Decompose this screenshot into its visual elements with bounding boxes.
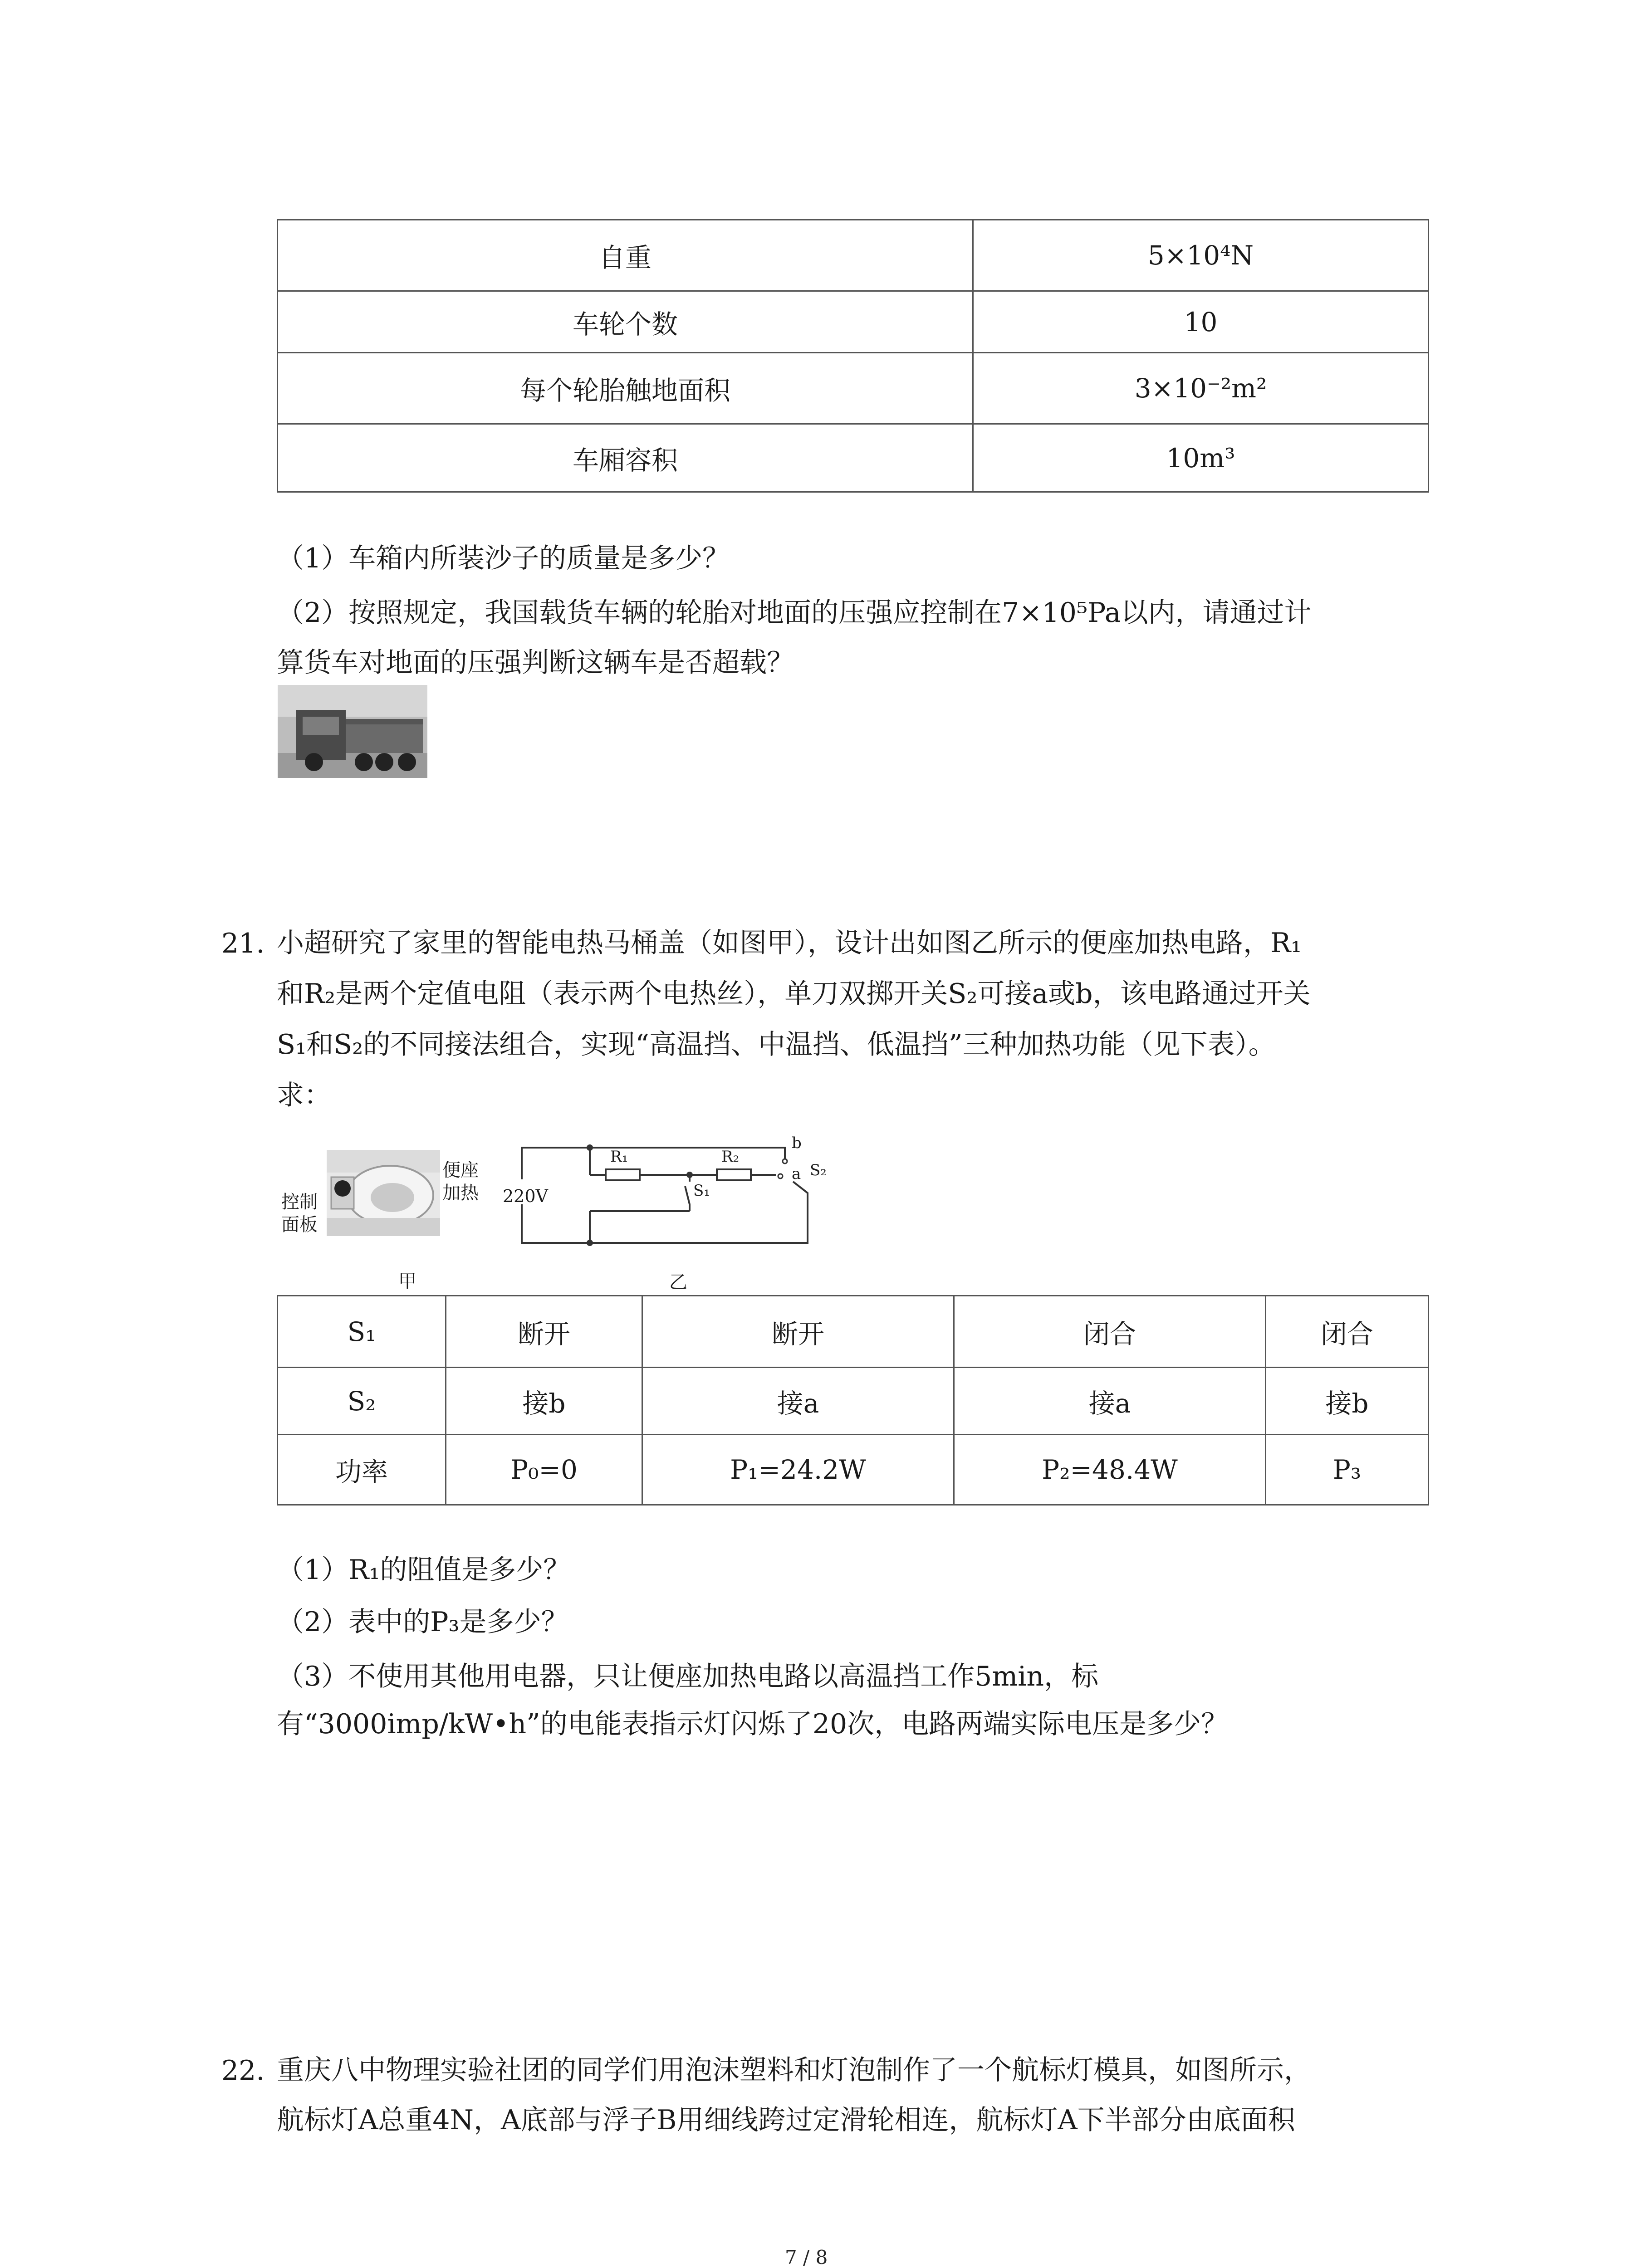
- label-r2: R₂: [721, 1148, 740, 1166]
- cell: 断开: [642, 1296, 954, 1368]
- spec-label: 车厢容积: [278, 424, 973, 492]
- label-b: b: [792, 1134, 802, 1152]
- label-s2: S₂: [810, 1161, 827, 1179]
- heating-mode-table: [277, 1295, 1429, 1505]
- label-s1: S₁: [693, 1182, 710, 1200]
- q20-sub1: （1）车箱内所装沙子的质量是多少？: [277, 543, 730, 574]
- spec-value: 3×10⁻²m²: [973, 353, 1429, 424]
- q22-number: 22.: [221, 2055, 265, 2087]
- caption-jia: 甲: [398, 1271, 416, 1292]
- spec-value: 5×10⁴N: [973, 220, 1429, 291]
- spec-label: 每个轮胎触地面积: [278, 353, 973, 424]
- spec-value: 10: [973, 291, 1429, 353]
- q21-line4: 求：: [277, 1080, 331, 1111]
- label-control: 控制: [281, 1192, 318, 1212]
- label-panel: 面板: [281, 1214, 318, 1235]
- q21-line2: 和R₂是两个定值电阻（表示两个电热丝），单刀双掷开关S₂可接a或b，该电路通过开关: [277, 978, 1311, 1010]
- vehicle-spec-table: [277, 219, 1429, 493]
- cell: 闭合: [1266, 1296, 1429, 1368]
- spec-value: 10m³: [973, 424, 1429, 492]
- q21-sub3-line1: （3）不使用其他用电器，只让便座加热电路以高温挡工作5min，标: [277, 1661, 1099, 1692]
- q22-line2: 航标灯A总重4N，A底部与浮子B用细线跨过定滑轮相连，航标灯A下半部分由底面积: [277, 2104, 1295, 2136]
- label-a: a: [792, 1165, 801, 1183]
- label-seat: 便座: [442, 1160, 479, 1181]
- q22-line1: 重庆八中物理实验社团的同学们用泡沫塑料和灯泡制作了一个航标灯模具，如图所示，: [277, 2054, 1311, 2086]
- label-r1: R₁: [610, 1148, 628, 1166]
- q21-number: 21.: [221, 928, 265, 959]
- cell: P₁=24.2W: [642, 1435, 954, 1505]
- spec-label: 车轮个数: [278, 291, 973, 353]
- cell: 接b: [446, 1368, 642, 1435]
- page-number: 7 / 8: [785, 2246, 828, 2268]
- label-220v: 220V: [503, 1186, 548, 1206]
- cell: 闭合: [954, 1296, 1266, 1368]
- cell: 接a: [954, 1368, 1266, 1435]
- q21-sub2: （2）表中的P₃是多少？: [277, 1606, 568, 1638]
- cell: 接a: [642, 1368, 954, 1435]
- q21-line1: 小超研究了家里的智能电热马桶盖（如图甲），设计出如图乙所示的便座加热电路，R₁: [277, 927, 1302, 959]
- heating-circuit-diagram: [508, 1136, 817, 1272]
- q21-sub3-line2: 有“3000imp/kW•h”的电能表指示灯闪烁了20次，电路两端实际电压是多少？: [277, 1708, 1229, 1740]
- cell: S₂: [278, 1368, 446, 1435]
- cell: P₂=48.4W: [954, 1435, 1266, 1505]
- label-heat: 加热: [442, 1183, 479, 1203]
- truck-photo: [278, 685, 427, 778]
- cell: 功率: [278, 1435, 446, 1505]
- q21-sub1: （1）R₁的阻值是多少？: [277, 1554, 571, 1586]
- q21-line3: S₁和S₂的不同接法组合，实现“高温挡、中温挡、低温挡”三种加热功能（见下表）。: [277, 1029, 1276, 1061]
- q20-sub2-line1: （2）按照规定，我国载货车辆的轮胎对地面的压强应控制在7×10⁵Pa以内，请通过计: [277, 597, 1312, 629]
- q20-sub2-line2: 算货车对地面的压强判断这辆车是否超载？: [277, 647, 794, 679]
- cell: S₁: [278, 1296, 446, 1368]
- spec-label: 自重: [278, 220, 973, 291]
- caption-yi: 乙: [669, 1272, 687, 1293]
- cell: 断开: [446, 1296, 642, 1368]
- cell: P₀=0: [446, 1435, 642, 1505]
- cell: 接b: [1266, 1368, 1429, 1435]
- cell: P₃: [1266, 1435, 1429, 1505]
